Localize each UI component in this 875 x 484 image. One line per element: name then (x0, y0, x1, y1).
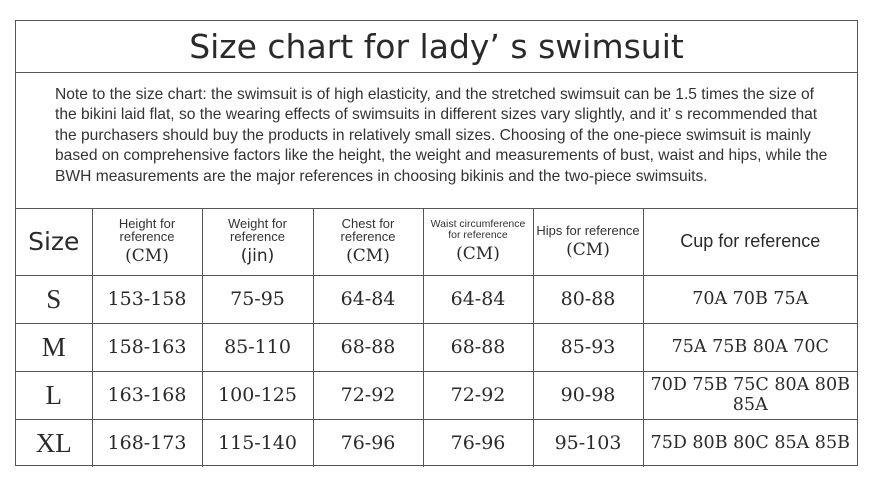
height-cell: 153-158 (92, 275, 202, 323)
weight-header-label: Weight for reference (227, 216, 287, 245)
height-column-header (92, 209, 202, 275)
chest-column-header (313, 209, 423, 275)
weight-cell: 85-110 (202, 323, 313, 371)
hips-cell: 80-88 (533, 275, 643, 323)
weight-cell: 100-125 (202, 371, 313, 419)
table-row (16, 419, 857, 467)
cup-cell: 70D 75B 75C 80A 80B 85A (643, 371, 857, 419)
height-cell: 158-163 (92, 323, 202, 371)
chest-cell: 72-92 (313, 371, 423, 419)
height-header-unit: (CM) (125, 246, 169, 267)
height-header-label: Height for reference (118, 216, 176, 245)
size-chart-sheet (15, 20, 858, 466)
waist-cell: 72-92 (423, 371, 533, 419)
weight-cell: 75-95 (202, 275, 313, 323)
waist-cell: 68-88 (423, 323, 533, 371)
hips-header-unit: (CM) (566, 239, 610, 260)
weight-header-unit: (jin) (240, 246, 275, 267)
hips-cell: 95-103 (533, 419, 643, 467)
size-chart-note: Note to the size chart: the swimsuit is of high elasticity, and the stretched swimsuit can be 1.5 times the size of the bikini laid flat, so the wearing effects of swimsuits in different sizes vary slightly, and it’ s recommended that the purchasers should buy the products in relatively small sizes. Choosing of the one-piece swimsuit is mainly based on comprehensive factors like the height, the weight and measurements of bust, waist and hips, while the BWH measurements are the major references in choosing bikinis and the two-piece swimsuits. (16, 73, 857, 209)
weight-column-header (202, 209, 313, 275)
waist-header-label: Waist circumference for reference (430, 218, 526, 242)
size-column-header: Size (16, 209, 92, 275)
weight-cell: 115-140 (202, 419, 313, 467)
table-row (16, 323, 857, 371)
waist-cell: 76-96 (423, 419, 533, 467)
hips-cell: 85-93 (533, 323, 643, 371)
height-cell: 168-173 (92, 419, 202, 467)
cup-cell: 75D 80B 80C 85A 85B (643, 419, 857, 467)
size-cell: XL (16, 419, 92, 467)
table-header-row (16, 209, 857, 275)
waist-column-header (423, 209, 533, 275)
cup-column-header: Cup for reference (643, 209, 857, 275)
table-row (16, 275, 857, 323)
cup-cell: 70A 70B 75A (643, 275, 857, 323)
height-cell: 163-168 (92, 371, 202, 419)
size-table (16, 209, 857, 467)
hips-cell: 90-98 (533, 371, 643, 419)
table-row (16, 371, 857, 419)
hips-header-label: Hips for reference (536, 222, 640, 238)
size-cell: S (16, 275, 92, 323)
waist-header-unit: (CM) (456, 244, 500, 265)
chest-header-label: Chest for reference (340, 216, 396, 245)
chest-cell: 64-84 (313, 275, 423, 323)
chart-title: Size chart for lady’ s swimsuit (16, 21, 857, 73)
hips-column-header (533, 209, 643, 275)
chest-cell: 76-96 (313, 419, 423, 467)
chest-header-unit: (CM) (346, 246, 390, 267)
waist-cell: 64-84 (423, 275, 533, 323)
chest-cell: 68-88 (313, 323, 423, 371)
size-cell: L (16, 371, 92, 419)
size-cell: M (16, 323, 92, 371)
cup-cell: 75A 75B 80A 70C (643, 323, 857, 371)
